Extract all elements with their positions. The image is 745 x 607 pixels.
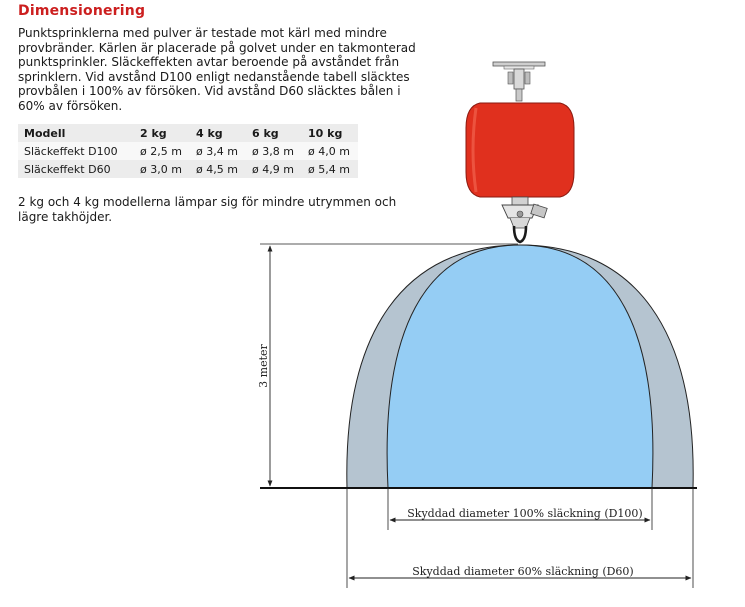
table-header-cell: 2 kg	[134, 124, 190, 142]
intro-line: Punktsprinklerna med pulver är testade mot kärl med mindre	[18, 26, 387, 40]
table-cell: ø 2,5 m	[134, 142, 190, 160]
height-label: 3 meter	[257, 344, 270, 388]
intro-line: sprinklern. Vid avstånd D100 enligt nedanstående tabell släcktes	[18, 69, 410, 84]
table-cell: Släckeffekt D100	[18, 142, 134, 160]
table-cell: ø 4,9 m	[246, 160, 302, 178]
table-header-cell: Modell	[18, 124, 134, 142]
table-cell: ø 4,0 m	[302, 142, 358, 160]
intro-line: provbålen i 100% av försöken. Vid avstånd D60 släcktes bålen i	[18, 84, 401, 99]
table-header-cell: 6 kg	[246, 124, 302, 142]
note-line: lägre takhöjder.	[18, 209, 113, 224]
intro-line: 60% av försöken.	[18, 98, 123, 113]
table-cell: ø 5,4 m	[302, 160, 358, 178]
table-header-cell: 10 kg	[302, 124, 358, 142]
sprinkler-icon	[466, 62, 574, 242]
d60-label: Skyddad diameter 60% släckning (D60)	[412, 565, 634, 578]
table-cell: ø 3,0 m	[134, 160, 190, 178]
table-cell: Släckeffekt D60	[18, 160, 134, 178]
note-line: 2 kg och 4 kg modellerna lämpar sig för mindre utrymmen och	[18, 195, 397, 209]
table-header-cell: 4 kg	[190, 124, 246, 142]
intro-line: provbränder. Kärlen är placerade på golvet under en takmonterad	[18, 40, 416, 55]
d100-label: Skyddad diameter 100% släckning (D100)	[407, 507, 643, 520]
page-title: Dimensionering	[18, 3, 146, 19]
sprinkler-vessel	[466, 103, 574, 197]
table-cell: ø 3,4 m	[190, 142, 246, 160]
table-cell: ø 4,5 m	[190, 160, 246, 178]
table-cell: ø 3,8 m	[246, 142, 302, 160]
intro-line: punktsprinkler. Släckeffekten avtar beroende på avståndet från	[18, 55, 400, 70]
